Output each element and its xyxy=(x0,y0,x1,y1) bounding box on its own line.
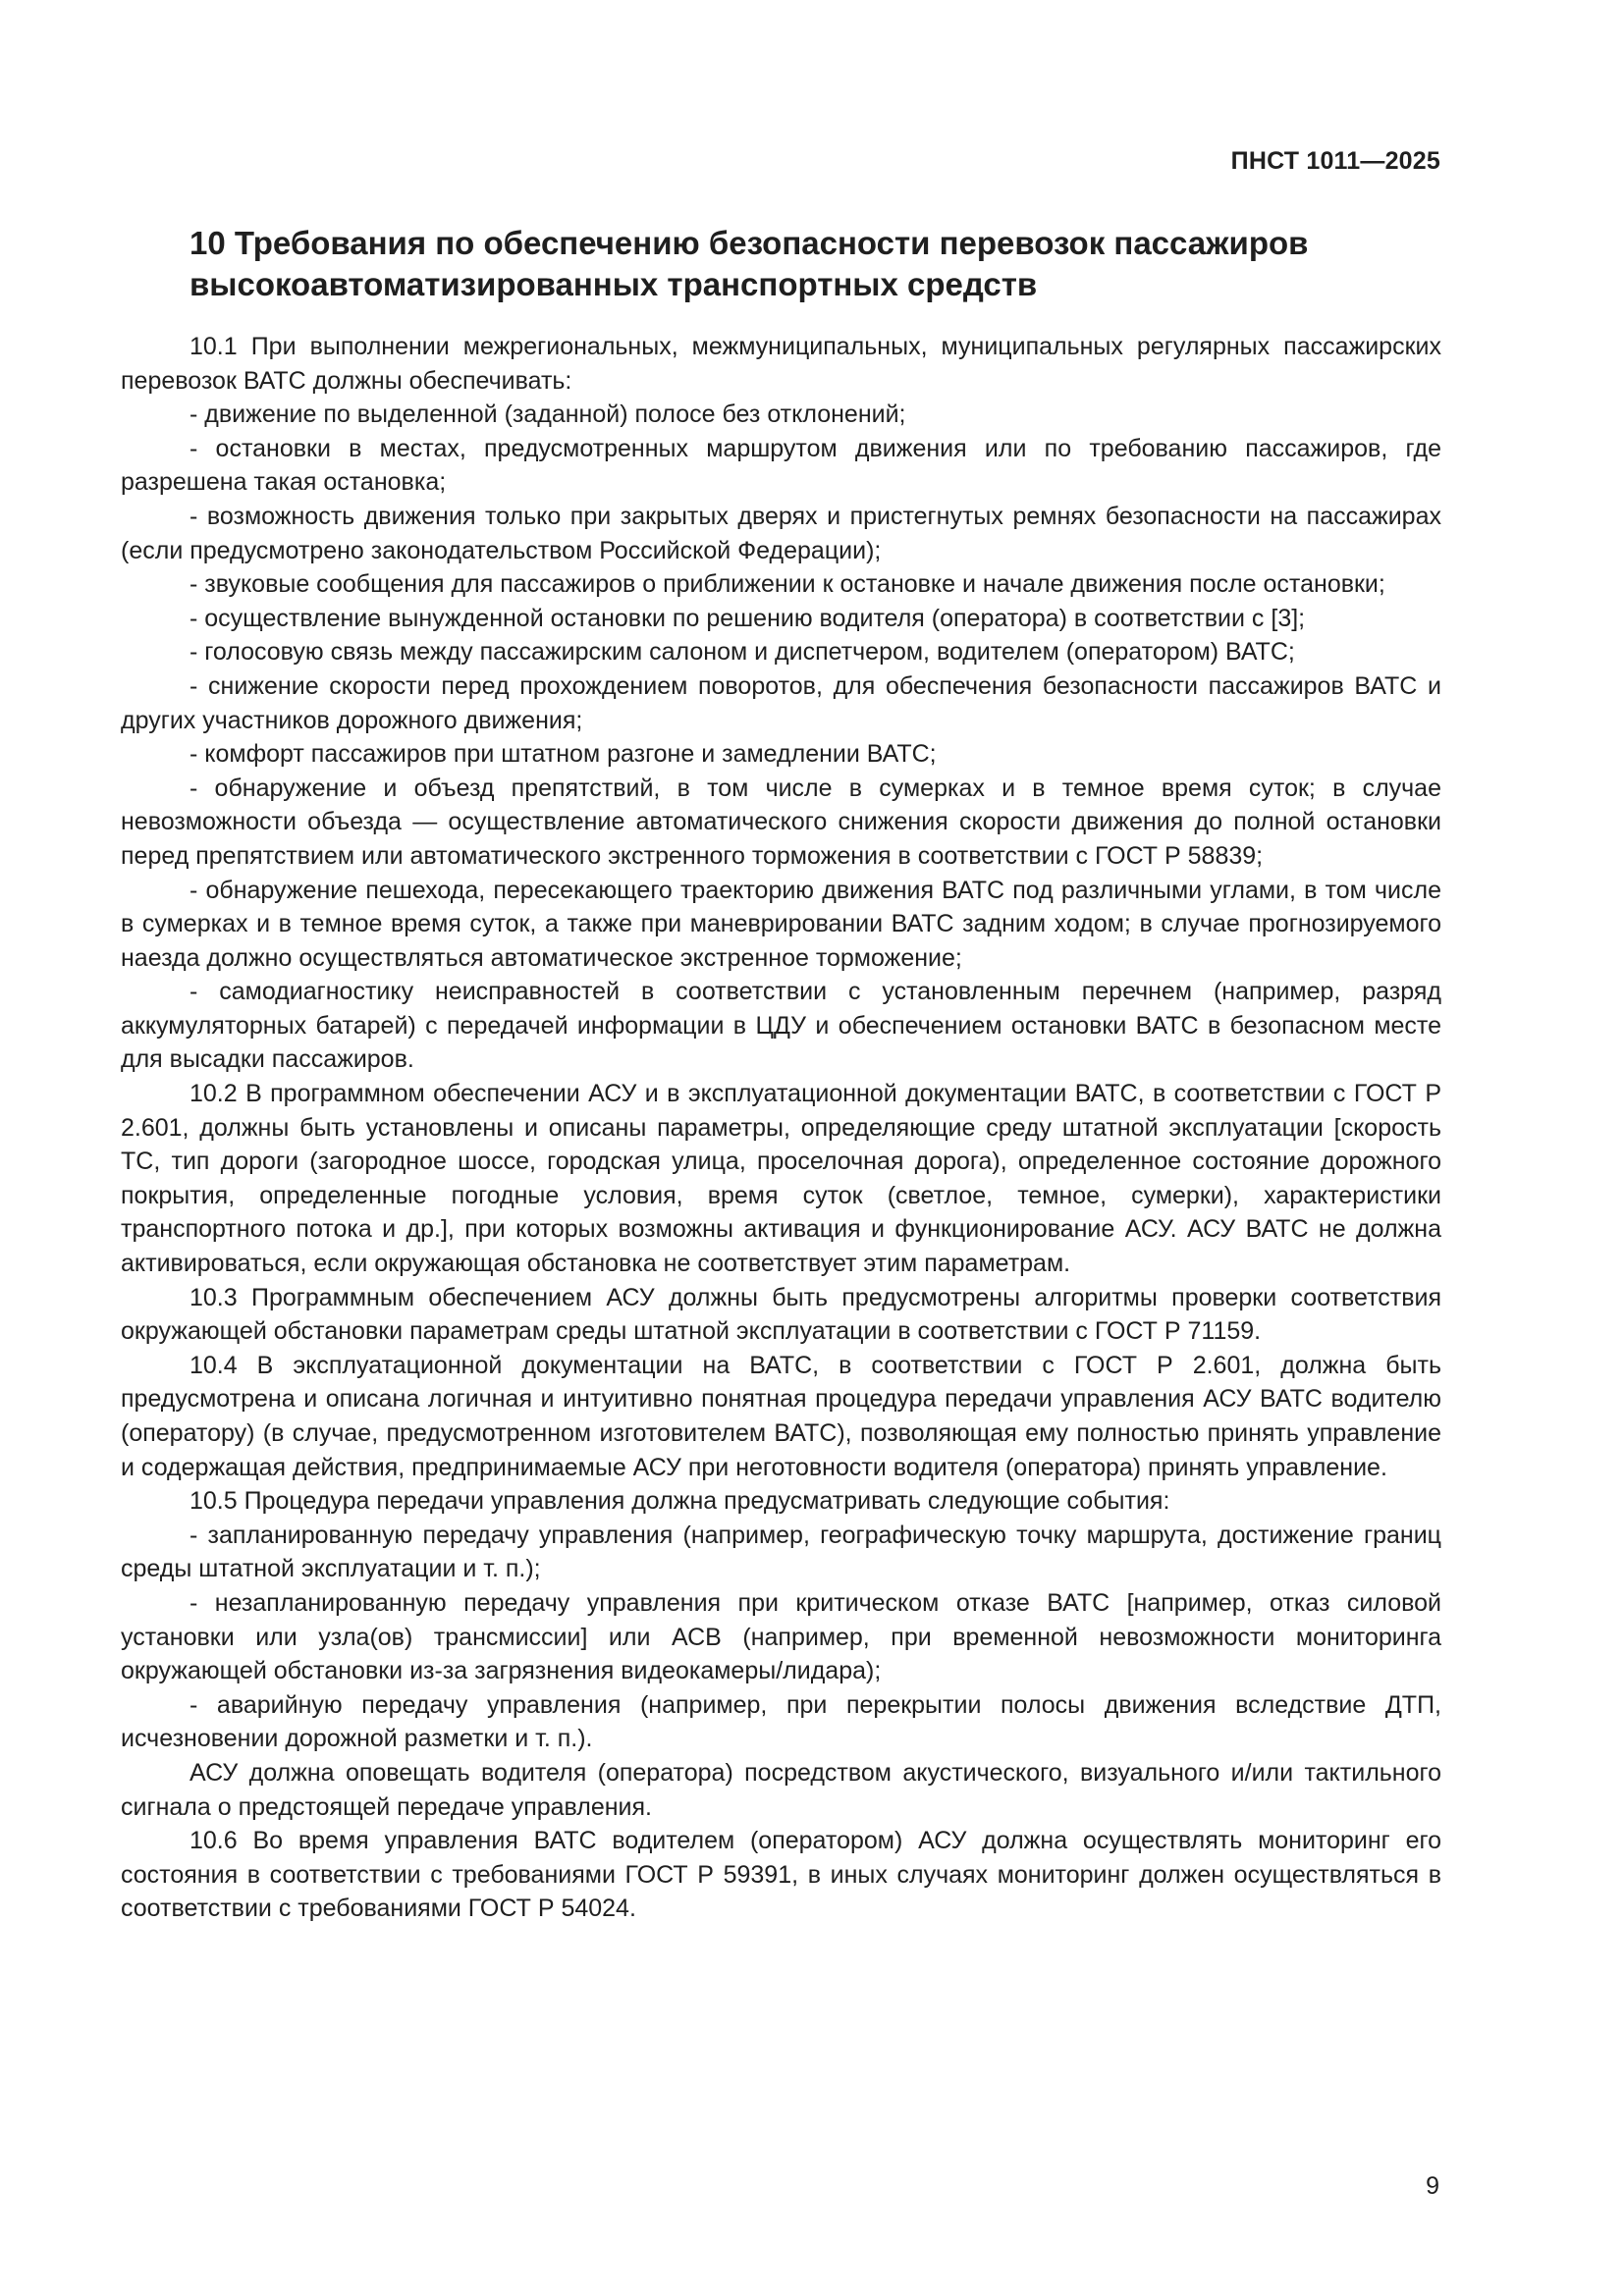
list-item: - незапланированную передачу управления при критическом отказе ВАТС [например, отказ силовой установки или узла(ов) трансмиссии] или АСВ (например, при временной невозможности мониторинга окружающей обстановки из-за загрязнения видеокамеры/лидара); xyxy=(121,1588,1441,1685)
paragraph-10-6: 10.6 Во время управления ВАТС водителем (оператором) АСУ должна осуществлять мониторинг его состояния в соответствии с требованиями ГОСТ Р 59391, в иных случаях мониторинг должен осуществляться в соответствии с требованиями ГОСТ Р 54024. xyxy=(121,1827,1441,1923)
list-item: - осуществление вынужденной остановки по решению водителя (оператора) в соответствии с [3]; xyxy=(189,604,1306,632)
list-item: - обнаружение и объезд препятствий, в том числе в сумерках и в темное время суток; в случае невозможности объезда — осуществление автоматического снижения скорости движения до полной остановки перед препятствием или автоматического экстренного торможения в соответствии с ГОСТ Р 58839; xyxy=(121,774,1441,870)
list-item: - движение по выделенной (заданной) полосе без отклонений; xyxy=(189,400,906,429)
document-code: ПНСТ 1011—2025 xyxy=(1230,147,1440,175)
list-item: - возможность движения только при закрытых дверях и пристегнутых ремнях безопасности на пассажирах (если предусмотрено законодательством Российской Федерации); xyxy=(121,502,1441,564)
paragraph-10-5: 10.5 Процедура передачи управления должна предусматривать следующие события: xyxy=(189,1487,1170,1516)
section-title-line-2: высокоавтоматизированных транспортных средств xyxy=(189,266,1038,302)
section-title xyxy=(189,223,1441,305)
list-item: - обнаружение пешехода, пересекающего траекторию движения ВАТС под различными углами, в том числе в сумерках и в темное время суток, а также при маневрировании ВАТС задним ходом; в случае прогнозируемого наезда должно осуществляться автоматическое экстренное торможение; xyxy=(121,876,1441,972)
paragraph-10-3: 10.3 Программным обеспечением АСУ должны быть предусмотрены алгоритмы проверки соответствия окружающей обстановки параметрам среды штатной эксплуатации в соответствии с ГОСТ Р 71159. xyxy=(121,1283,1441,1346)
paragraph-asu-notification: АСУ должна оповещать водителя (оператора) посредством акустического, визуального и/или тактильного сигнала о предстоящей передаче управления. xyxy=(121,1758,1441,1821)
page-number: 9 xyxy=(1426,2172,1439,2200)
list-item: - снижение скорости перед прохождением поворотов, для обеспечения безопасности пассажиров ВАТС и других участников дорожного движения; xyxy=(121,671,1441,734)
section-10 xyxy=(121,223,1441,1926)
list-item: - самодиагностику неисправностей в соответствии с установленным перечнем (например, разряд аккумуляторных батарей) с передачей информации в ЦДУ и обеспечением остановки ВАТС в безопасном месте для высадки пассажиров. xyxy=(121,978,1441,1074)
paragraph-10-4: 10.4 В эксплуатационной документации на ВАТС, в соответствии с ГОСТ Р 2.601, должна быть предусмотрена и описана логичная и интуитивно понятная процедура передачи управления АСУ ВАТС водителю (оператору) (в случае, предусмотренном изготовителем ВАТС), позволяющая ему полностью принять управление и содержащая действия, предпринимаемые АСУ при неготовности водителя (оператора) принять управление. xyxy=(121,1351,1441,1481)
section-body xyxy=(121,330,1441,1926)
section-title-line-1: 10 Требования по обеспечению безопасности перевозок пассажиров xyxy=(189,225,1309,261)
paragraph-10-1: 10.1 При выполнении межрегиональных, межмуниципальных, муниципальных регулярных пассажирских перевозок ВАТС должны обеспечивать: xyxy=(121,333,1441,395)
list-item: - голосовую связь между пассажирским салоном и диспетчером, водителем (оператором) ВАТС; xyxy=(189,638,1295,667)
list-item: - комфорт пассажиров при штатном разгоне и замедлении ВАТС; xyxy=(189,740,937,769)
paragraph-10-2: 10.2 В программном обеспечении АСУ и в эксплуатационной документации ВАТС, в соответствии с ГОСТ Р 2.601, должны быть установлены и описаны параметры, определяющие среду штатной эксплуатации [скорость ТС, тип дороги (загородное шоссе, городская улица, проселочная дорога), определенное состояние дорожного покрытия, определенные погодные условия, время суток (светлое, темное, сумерки), характеристики транспортного потока и др.], при которых возможны активация и функционирование АСУ. АСУ ВАТС не должна активироваться, если окружающая обстановка не соответствует этим параметрам. xyxy=(121,1080,1441,1278)
list-item: - запланированную передачу управления (например, географическую точку маршрута, достижение границ среды штатной эксплуатации и т. п.); xyxy=(121,1521,1441,1583)
list-item: - остановки в местах, предусмотренных маршрутом движения или по требованию пассажиров, где разрешена такая остановка; xyxy=(121,434,1441,497)
list-item: - аварийную передачу управления (например, при перекрытии полосы движения вследствие ДТП, исчезновении дорожной разметки и т. п.). xyxy=(121,1690,1441,1753)
list-item: - звуковые сообщения для пассажиров о приближении к остановке и начале движения после остановки; xyxy=(189,570,1385,599)
